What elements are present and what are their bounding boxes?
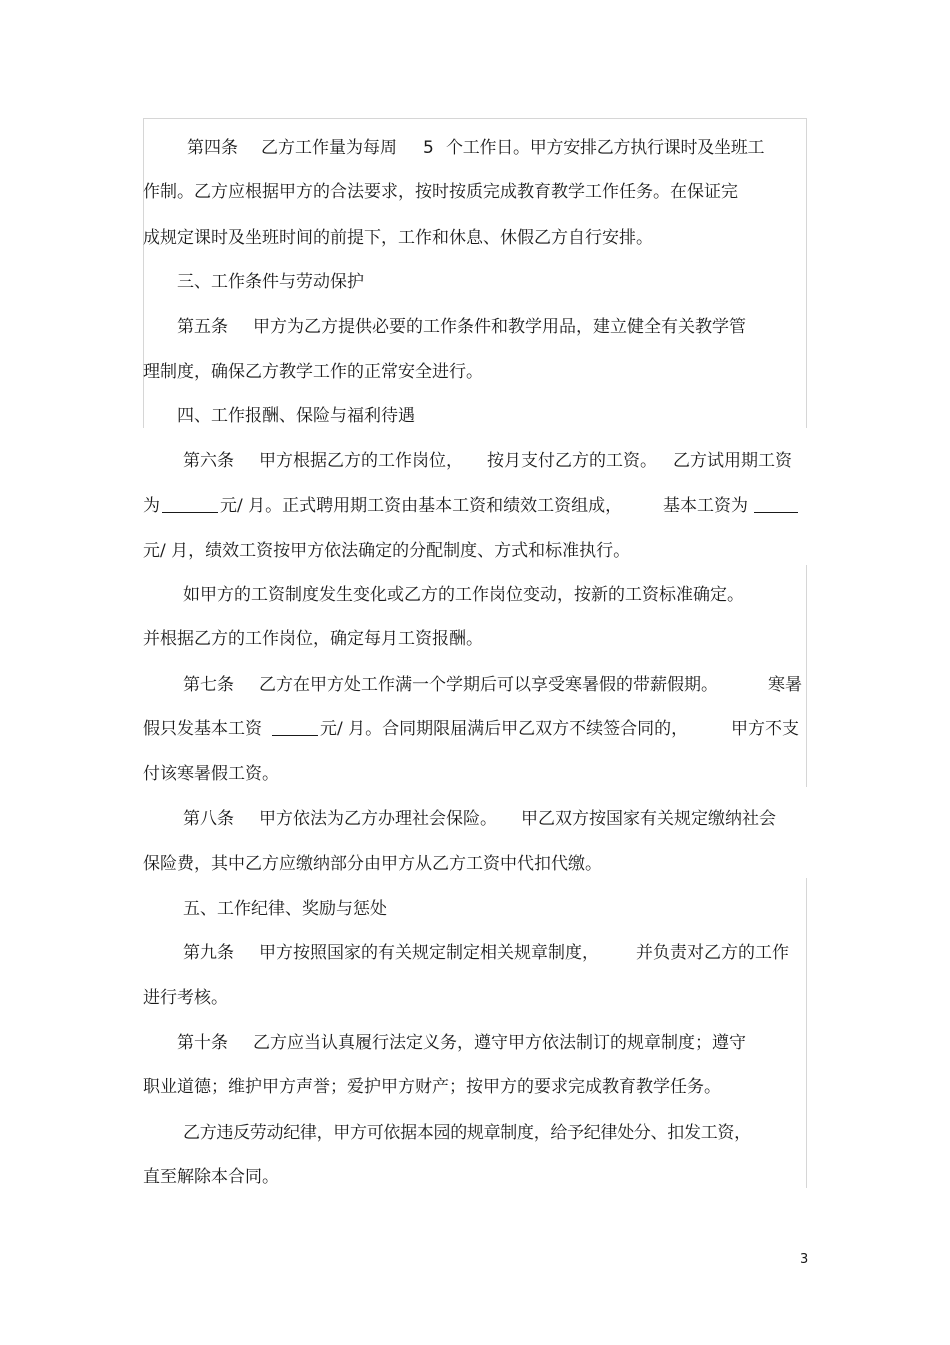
top-rule	[143, 118, 807, 119]
article-7-line-2-a	[143, 718, 688, 740]
article-6-line-3: 元/ 月，绩效工资按甲方依法确定的分配制度、方式和标准执行。	[143, 541, 631, 561]
article-4-line-3: 成规定课时及坐班时间的前提下，工作和休息、休假乙方自行安排。	[143, 228, 653, 248]
article-9-text-a: 甲方按照国家的有关规定制定相关规章制度，	[259, 943, 599, 963]
article-9-line-2: 进行考核。	[143, 988, 228, 1008]
article-6-line-2-a	[143, 495, 622, 517]
article-7-text-a: 乙方在甲方处工作满一个学期后可以享受寒暑假的带薪假期。	[259, 675, 718, 695]
base-salary-blank	[754, 496, 798, 513]
article-5-line-1: 甲方为乙方提供必要的工作条件和教学用品，建立健全有关教学管	[253, 317, 746, 337]
article-5-line-2: 理制度，确保乙方教学工作的正常安全进行。	[143, 362, 483, 382]
vacation-salary-blank	[272, 719, 318, 736]
article-8-text-b: 甲乙双方按国家有关规定缴纳社会	[521, 809, 776, 829]
right-rule	[806, 118, 807, 428]
article-4-days: 5	[423, 138, 434, 158]
article-6-label: 第六条	[183, 451, 234, 471]
article-4-text-a: 乙方工作量为每周	[261, 138, 397, 158]
article-6-text-a: 甲方根据乙方的工作岗位，	[259, 451, 463, 471]
article-10-text-a: 乙方应当认真履行法定义务，遵守甲方依法制订的规章制度；遵守	[253, 1033, 746, 1053]
para-discipline-2: 直至解除本合同。	[143, 1167, 279, 1187]
article-4-line-1	[187, 137, 238, 159]
para-salary-change-2: 并根据乙方的工作岗位，确定每月工资报酬。	[143, 629, 483, 649]
article-7-line-2-text: 元/ 月。合同期限届满后甲乙双方不续签合同的，	[320, 719, 689, 739]
article-9-label: 第九条	[183, 943, 234, 963]
article-8-line-2: 保险费，其中乙方应缴纳部分由甲方从乙方工资中代扣代缴。	[143, 854, 602, 874]
trial-salary-blank	[162, 496, 218, 513]
page-number: 3	[800, 1252, 809, 1267]
para-discipline-1: 乙方违反劳动纪律，甲方可依据本园的规章制度，给予纪律处分、扣发工资，	[183, 1123, 751, 1143]
para-salary-change-1: 如甲方的工资制度发生变化或乙方的工作岗位变动，按新的工资标准确定。	[183, 585, 744, 605]
article-9-text-b: 并负责对乙方的工作	[636, 943, 789, 963]
article-4-line-2: 作制。乙方应根据甲方的合法要求，按时按质完成教育教学工作任务。在保证完	[143, 182, 738, 202]
article-6-text-b: 按月支付乙方的工资。	[487, 451, 657, 471]
article-6-line-2-b	[663, 495, 798, 517]
article-6-wei: 为	[143, 496, 160, 516]
article-4-text-b: 个工作日。甲方安排乙方执行课时及坐班工	[446, 138, 765, 158]
article-4-label: 第四条	[187, 138, 238, 158]
article-5-label: 第五条	[177, 317, 228, 337]
right-rule-3	[806, 878, 807, 1188]
article-7-line-3: 付该寒暑假工资。	[143, 764, 279, 784]
article-4-line-1-num	[423, 137, 434, 159]
section-4-heading: 四、工作报酬、保险与福利待遇	[177, 406, 415, 426]
article-8-text-a: 甲方依法为乙方办理社会保险。	[259, 809, 497, 829]
article-4-line-1-text	[261, 137, 397, 159]
article-8-label: 第八条	[183, 809, 234, 829]
article-10-label: 第十条	[177, 1033, 228, 1053]
article-10-line-2: 职业道德；维护甲方声誉；爱护甲方财产；按甲方的要求完成教育教学任务。	[143, 1077, 721, 1097]
article-4-line-1-rest	[446, 137, 764, 159]
section-5-heading: 五、工作纪律、奖励与惩处	[183, 899, 387, 919]
section-3-heading: 三、工作条件与劳动保护	[177, 272, 364, 292]
right-rule-2	[806, 565, 807, 787]
base-salary-label: 基本工资为	[663, 496, 748, 516]
article-7-vacation-text: 假只发基本工资	[143, 719, 262, 739]
article-7-label: 第七条	[183, 675, 234, 695]
article-7-line-2-b: 甲方不支	[731, 719, 799, 739]
article-6-text-c: 乙方试用期工资	[673, 451, 792, 471]
article-7-text-b: 寒暑	[768, 675, 802, 695]
article-6-line-2-text: 元/ 月。正式聘用期工资由基本工资和绩效工资组成，	[220, 496, 623, 516]
